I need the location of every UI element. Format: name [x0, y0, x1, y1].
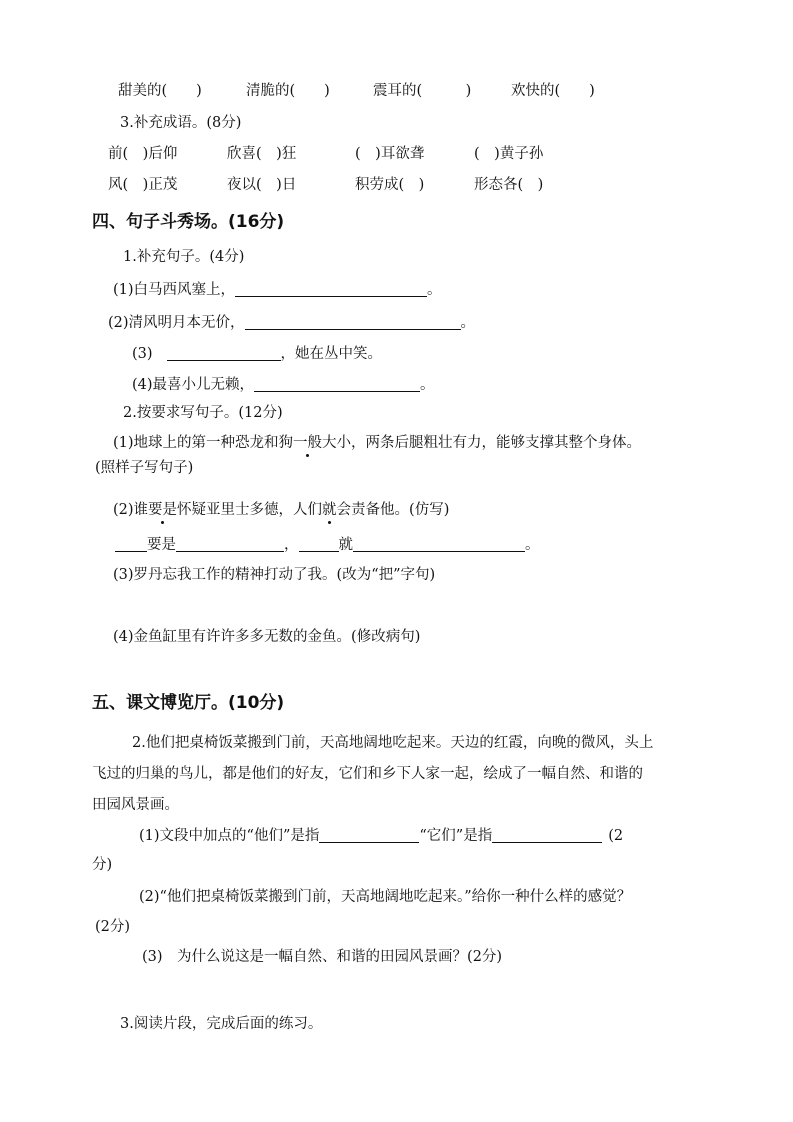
idiom-4: ( )黄子孙 — [474, 146, 544, 162]
q1-3-tail: ，她在丛中笑。 — [280, 346, 383, 362]
sq2: (2)“他们把桌椅饭菜搬到门前，天高地阔地吃起来。”给你一种什么样的感觉？ — [139, 889, 632, 905]
sq1-b: “它们”是指 — [419, 828, 493, 844]
sq1-d: 分) — [92, 857, 113, 873]
q2-4: (4)金鱼缸里有许许多多无数的金鱼。(修改病句) — [113, 629, 421, 645]
q2-2-answer-line-1[interactable] — [115, 536, 147, 552]
q1-3-answer-line[interactable] — [167, 345, 281, 361]
idiom-section-title: 3.补充成语。(8分) — [120, 115, 242, 131]
q2-2-comma: ， — [284, 537, 299, 553]
idiom-3: ( )耳欲聋 — [355, 146, 425, 162]
word-blank-2: 清脆的( ) — [246, 83, 330, 99]
word-blank-3: 震耳的( ) — [373, 83, 472, 99]
idiom-6: 夜以( )日 — [227, 177, 297, 193]
q1-2 — [108, 313, 475, 333]
idiom-5: 风( )正茂 — [108, 177, 178, 193]
idiom-2: 欣喜( )狂 — [227, 146, 297, 162]
q2-2-period: 。 — [525, 537, 540, 553]
q2-2-mid: 怀疑亚里士多德，人们 — [177, 502, 323, 518]
sq3: (3) 为什么说这是一幅自然、和谐的田园风景画？(2分) — [142, 949, 503, 965]
q1-4 — [132, 375, 435, 395]
q1-4-text: (4)最喜小儿无赖， — [132, 377, 255, 393]
idiom-8: 形态各( ) — [474, 177, 544, 193]
sq2-b: (2分) — [95, 919, 131, 935]
q2-1-post: ，两条后腿粗壮有力，能够支撑其整个身体。 — [351, 435, 642, 451]
q2-title: 2.按要求写句子。(12分) — [123, 405, 283, 421]
q2-2-pre: (2)谁 — [113, 502, 149, 518]
q1-2-answer-line[interactable] — [245, 314, 461, 330]
passage-line-1: 2.他们把桌椅饭菜搬到门前，天高地阔地吃起来。天边的红霞，向晚的微风，头上 — [132, 735, 654, 751]
q2-2-fill-a: 要是 — [147, 537, 176, 553]
q1-1 — [113, 280, 442, 300]
q2-2 — [113, 500, 449, 520]
sq1-answer-line-2[interactable] — [492, 827, 602, 843]
q2-3: (3)罗丹忘我工作的精神打动了我。(改为“把”字句) — [113, 567, 436, 583]
idiom-7: 积劳成( ) — [355, 177, 425, 193]
q2-1 — [113, 433, 641, 453]
section-5-heading: 五、课文博览厅。(10分) — [92, 693, 285, 713]
q2-2-dotted-2: 就 — [322, 502, 337, 518]
q1-1-period: 。 — [427, 282, 442, 298]
sq1-answer-line-1[interactable] — [319, 827, 419, 843]
idiom-1: 前( )后仰 — [108, 146, 178, 162]
word-blank-4: 欢快的( ) — [511, 83, 595, 99]
q1-1-answer-line[interactable] — [235, 281, 427, 297]
q1-3-label: (3) — [132, 346, 153, 362]
q2-2-fill-b: 就 — [338, 537, 353, 553]
q1-4-period: 。 — [420, 377, 435, 393]
q2-2-post: 会责备他。(仿写) — [336, 502, 450, 518]
q1-2-period: 。 — [460, 315, 476, 331]
q2-2-dotted-1: 要是 — [148, 502, 178, 518]
sq1 — [139, 826, 623, 846]
section-4-heading: 四、句子斗秀场。(16分) — [92, 212, 285, 232]
q2-2-answer-line-2[interactable] — [176, 536, 284, 552]
q2-2-answer-line-3[interactable] — [299, 536, 339, 552]
q2-1-dotted: 和狗一般大小 — [264, 435, 352, 451]
q2-1-note: (照样子写句子) — [95, 460, 194, 476]
q2-2-answer-line-4[interactable] — [353, 536, 525, 552]
q1-title: 1.补充句子。(4分) — [123, 249, 245, 265]
q1-3 — [132, 344, 382, 364]
passage-line-2: 飞过的归巢的鸟儿，都是他们的好友，它们和乡下人家一起，绘成了一幅自然、和谐的 — [92, 766, 643, 782]
reading-title: 3.阅读片段，完成后面的练习。 — [120, 1016, 323, 1032]
q1-2-text: (2)清风明月本无价， — [108, 315, 245, 331]
q1-1-text: (1)白马西风塞上， — [113, 282, 236, 298]
passage-line-3: 田园风景画。 — [92, 797, 179, 813]
q2-2-fill — [115, 535, 540, 555]
sq1-c: (2 — [608, 828, 624, 844]
q1-4-answer-line[interactable] — [254, 376, 420, 392]
word-blank-1: 甜美的( ) — [118, 83, 202, 99]
sq1-a: (1)文段中加点的“他们”是指 — [139, 828, 320, 844]
q2-1-pre: (1)地球上的第一种恐龙 — [113, 435, 265, 451]
